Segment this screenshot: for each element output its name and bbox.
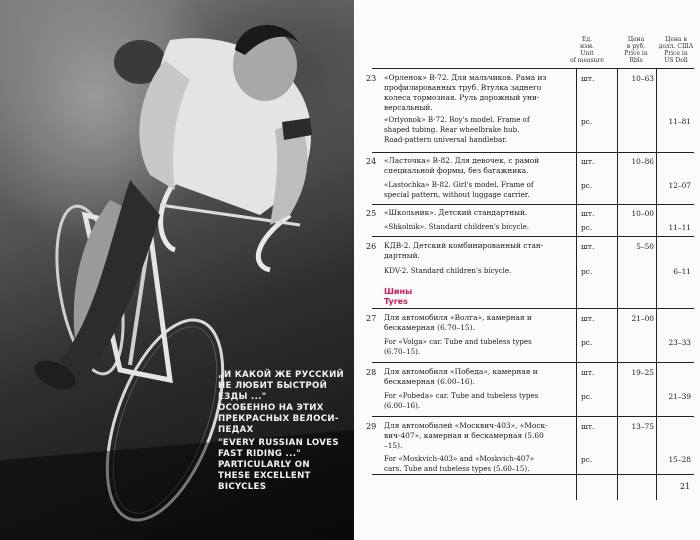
page-number: 21 [680, 482, 691, 491]
item-number: 26 [366, 242, 377, 251]
section-title-en: Tyres [384, 297, 408, 306]
caption-russian: „И КАКОЙ ЖЕ РУССКИЙ НЕ ЛЮБИТ БЫСТРОЙ ЕЗДЫ ..." ОСОБЕННО НА ЭТИХ ПРЕКРАСНЫХ ВЕЛОСИ- ПЕДАХ [218, 370, 345, 435]
item-description-en: «Shkolnik». Standard children's bicycle. [384, 222, 530, 231]
item-number: 25 [366, 209, 377, 218]
item-number: 23 [366, 74, 377, 83]
item-price-rub: 10–86 [631, 157, 654, 166]
item-unit-en: pc. [581, 338, 593, 347]
item-price-rub: 13–75 [631, 422, 654, 431]
item-price-rub: 5–50 [636, 242, 654, 251]
item-description-en: «Lastochka» B-82. Girl's model. Frame of special pattern, without luggage carrier. [384, 180, 534, 199]
item-price-rub: 21–00 [631, 314, 654, 323]
item-price-rub: 10–00 [631, 209, 654, 218]
item-description-ru: «Ласточка» В-82. Для девочек, с рамой специальной формы, без багажника. [384, 156, 540, 175]
item-number: 24 [366, 157, 377, 166]
table-rule [372, 68, 694, 69]
table-rule [372, 308, 694, 309]
item-number: 28 [366, 368, 377, 377]
item-unit-en: pc. [581, 181, 593, 190]
column-divider [576, 68, 577, 500]
header-unit: Ед. изм. Unit of measure [570, 36, 604, 64]
item-unit-ru: шт. [581, 242, 595, 251]
table-rule [372, 204, 694, 205]
item-number: 29 [366, 422, 377, 431]
item-description-ru: «Школьник». Детский стандартный. [384, 208, 528, 217]
item-description-ru: КДВ-2. Детский комбинированный стан- дартный. [384, 241, 544, 260]
table-rule [372, 362, 694, 363]
item-unit-ru: шт. [581, 74, 595, 83]
item-price-usd: 21–39 [668, 392, 691, 401]
item-price-rub: 19–25 [631, 368, 654, 377]
item-price-usd: 11–81 [668, 117, 691, 126]
table-rule [372, 152, 694, 153]
column-divider [617, 68, 618, 500]
item-description-ru: Для автомобиля «Победа», камерная и бескамерная (6.00–16). [384, 367, 538, 386]
item-unit-ru: шт. [581, 422, 595, 431]
table-rule [372, 236, 694, 237]
table-rule [372, 474, 694, 475]
header-price-usd: Цена в долл. США Price in US Doll [658, 36, 694, 64]
item-price-usd: 23–33 [668, 338, 691, 347]
item-price-rub: 10–63 [631, 74, 654, 83]
item-description-ru: Для автомобилей «Москвич-403», «Моск- вич-407», камерная и бескамерная (5.60 –15). [384, 421, 548, 450]
item-unit-en: pc. [581, 223, 593, 232]
item-number: 27 [366, 314, 377, 323]
item-description-ru: «Орленок» В-72. Для мальчиков. Рама из профилированных труб. Втулка заднего колеса тормозная. Руль дорожный уни- версальный. [384, 73, 547, 112]
photo-caption [218, 370, 348, 493]
item-unit-ru: шт. [581, 314, 595, 323]
item-unit-en: pc. [581, 392, 593, 401]
item-description-en: For «Moskvich-403» and «Moskvich-407» cars. Tube and tubeless types (5.60–15). [384, 454, 535, 473]
price-table-page [354, 0, 700, 540]
item-description-en: For «Volga» car. Tube and tubeless types (6.70–15). [384, 337, 532, 356]
table-rule [372, 416, 694, 417]
header-price-rub: Цена в руб. Price in Rbls [624, 36, 648, 64]
item-unit-ru: шт. [581, 368, 595, 377]
item-price-usd: 11–11 [668, 223, 691, 232]
item-price-usd: 6–11 [673, 267, 691, 276]
item-description-ru: Для автомобиля «Волга», камерная и бескамерная (6.70–15). [384, 313, 532, 332]
item-unit-en: pc. [581, 117, 593, 126]
caption-english: "EVERY RUSSIAN LOVES FAST RIDING ..." PARTICULARLY ON THESE EXCELLENT BICYCLES [218, 438, 339, 492]
item-unit-en: pc. [581, 455, 593, 464]
item-description-en: KDV-2. Standard children's bicycle. [384, 266, 512, 275]
item-unit-en: pc. [581, 267, 593, 276]
item-unit-ru: шт. [581, 157, 595, 166]
column-divider [656, 68, 657, 500]
section-title-ru: Шины [384, 287, 413, 296]
item-description-en: «Orlyonok» B-72. Boy's model. Frame of shaped tubing. Rear wheelbrake hub. Road-pattern universal handlebar. [384, 115, 530, 144]
item-unit-ru: шт. [581, 209, 595, 218]
item-description-en: For «Pobeda» car. Tube and tubeless types (6.00–16). [384, 391, 539, 410]
item-price-usd: 12–07 [668, 181, 691, 190]
item-price-usd: 15–28 [668, 455, 691, 464]
